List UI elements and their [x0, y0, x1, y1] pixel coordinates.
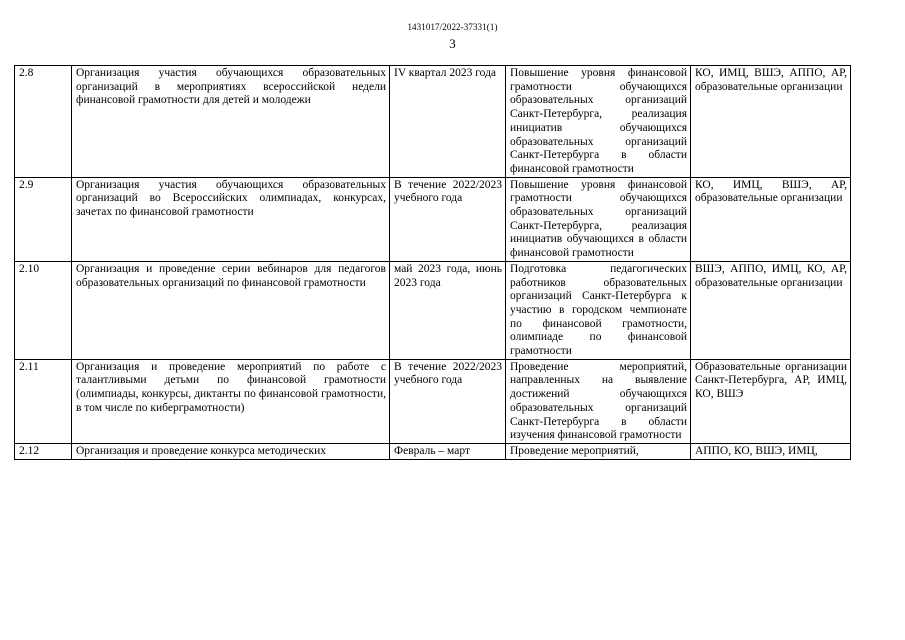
responsible-cell: КО, ИМЦ, ВШЭ, АР, образовательные организации: [691, 177, 851, 261]
responsible-cell: АППО, КО, ВШЭ, ИМЦ,: [691, 443, 851, 459]
result-cell: Повышение уровня финансовой грамотности обучающихся образовательных организаций Санкт-Петербурга, реализация инициатив обучающихся образовательных организаций Санкт-Петербурга в области финансовой грамотности: [506, 66, 691, 178]
event-cell: Организация и проведение серии вебинаров для педагогов образовательных организаций по финансовой грамотности: [72, 261, 390, 359]
term-cell: IV квартал 2023 года: [390, 66, 506, 178]
table-row: [15, 359, 851, 443]
responsible-cell: ВШЭ, АППО, ИМЦ, КО, АР, образовательные организации: [691, 261, 851, 359]
document-id: 1431017/2022-37331(1): [407, 22, 498, 32]
result-cell: Повышение уровня финансовой грамотности обучающихся образовательных организаций Санкт-Петербурга, реализация инициатив обучающихся в области финансовой грамотности: [506, 177, 691, 261]
table-row: [15, 443, 851, 459]
row-number: 2.12: [15, 443, 72, 459]
table-row: [15, 66, 851, 178]
event-cell: Организация и проведение конкурса методических: [72, 443, 390, 459]
event-cell: Организация участия обучающихся образовательных организаций во Всероссийских олимпиадах, конкурсах, зачетах по финансовой грамотности: [72, 177, 390, 261]
term-cell: Февраль – март: [390, 443, 506, 459]
result-cell: Проведение мероприятий,: [506, 443, 691, 459]
result-cell: Подготовка педагогических работников образовательных организаций Санкт-Петербурга к участию в городском чемпионате по финансовой грамотности, олимпиаде по финансовой грамотности: [506, 261, 691, 359]
event-cell: Организация участия обучающихся образовательных организаций в мероприятиях всероссийской недели финансовой грамотности для детей и молодежи: [72, 66, 390, 178]
row-number: 2.8: [15, 66, 72, 178]
table-row: [15, 177, 851, 261]
term-cell: В течение 2022/2023 учебного года: [390, 359, 506, 443]
responsible-cell: КО, ИМЦ, ВШЭ, АППО, АР, образовательные организации: [691, 66, 851, 178]
term-cell: май 2023 года, июнь 2023 года: [390, 261, 506, 359]
plan-table: [14, 65, 851, 460]
row-number: 2.9: [15, 177, 72, 261]
result-cell: Проведение мероприятий, направленных на выявление достижений обучающихся образовательных организаций Санкт-Петербурга в области изучения финансовой грамотности: [506, 359, 691, 443]
row-number: 2.11: [15, 359, 72, 443]
page-number: 3: [449, 36, 456, 51]
table-row: [15, 261, 851, 359]
term-cell: В течение 2022/2023 учебного года: [390, 177, 506, 261]
row-number: 2.10: [15, 261, 72, 359]
responsible-cell: Образовательные организации Санкт-Петербурга, АР, ИМЦ, КО, ВШЭ: [691, 359, 851, 443]
event-cell: Организация и проведение мероприятий по работе с талантливыми детьми по финансовой грамотности (олимпиады, конкурсы, диктанты по финансовой грамотности, в том числе по киберграмотности): [72, 359, 390, 443]
